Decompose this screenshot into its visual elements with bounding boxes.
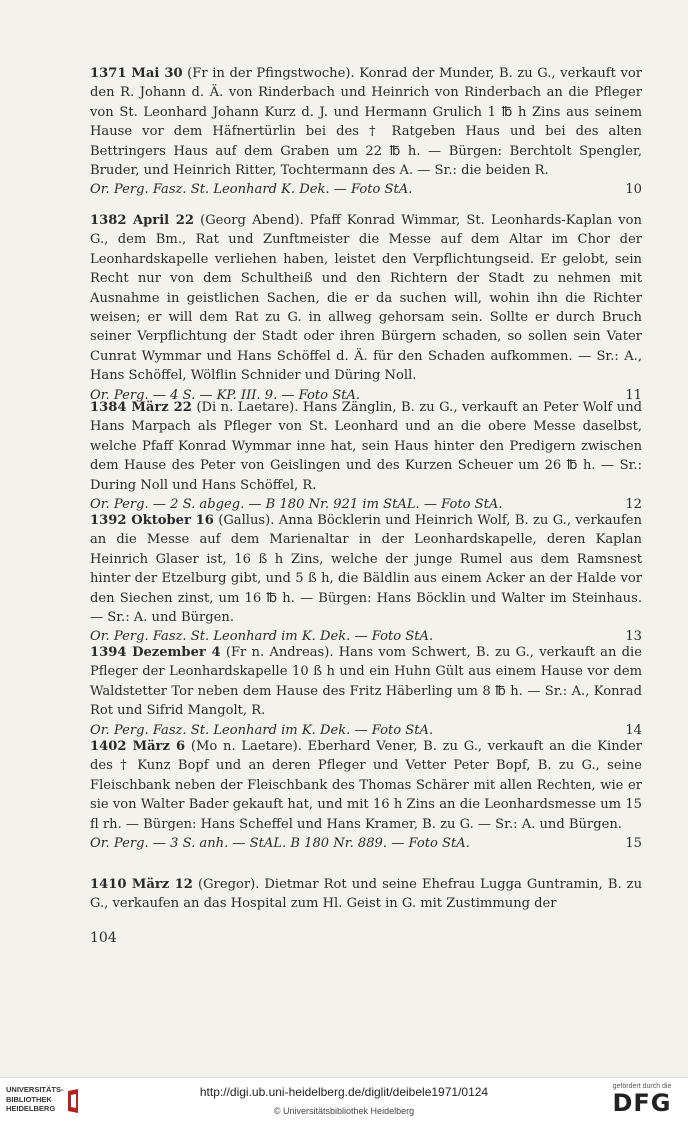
entry-11 [90, 211, 642, 405]
entry-date: 1394 Dezember 4 [90, 645, 221, 660]
entry-number: 15 [625, 836, 642, 852]
entry-number: 10 [625, 182, 642, 198]
entry-text: (Di n. Laetare). Hans Zänglin, B. zu G., verkauft an Peter Wolf und Hans Marpach als Pfleger von St. Leonhard und an die obere Messe daselbst, welche Pfaff Konrad Wymmar inne hat, sein Haus hinter den Predigern zwischen dem Hause des Peter von Geislingen und des Kurzen Scheuer um 26 ℔ h. — Sr.: During Noll und Hans Schöffel, R. [90, 400, 643, 493]
entry-number: 13 [625, 629, 642, 645]
source-url-link[interactable]: http://digi.ub.uni-heidelberg.de/diglit/deibele1971/0124 [199, 1085, 489, 1099]
page-number: 104 [90, 930, 117, 946]
copyright-text: © Universitätsbibliothek Heidelberg [273, 1106, 415, 1116]
entry-text: (Gregor). Dietmar Rot und seine Ehefrau Lugga Guntramin, B. zu G., verkaufen an das Hospital zum Hl. Geist in G. mit Zustimmung der [90, 877, 643, 912]
dfg-logo-text: DFG [612, 1089, 672, 1117]
dfg-caption: gefördert durch die [612, 1083, 672, 1090]
entry-10 [90, 64, 642, 200]
entry-text: (Mo n. Laetare). Eberhard Vener, B. zu G., verkauft an die Kinder des † Kunz Bopf und an deren Pfleger und Vetter Peter Bopf, B. zu G., seine Fleischbank neben der Fleischbank des Thomas Schärer mit allen Rechten, wie er sie von Walter Bader gekauft hat, und mit 16 h Zins an die Leonhardsmesse um 15 fl rh. — Bürgen: Hans Scheffel und Hans Kramer, B. zu G. — Sr.: A. und Bürgen. [90, 739, 643, 832]
entry-16 [90, 875, 642, 914]
entry-15 [90, 737, 642, 853]
entry-date: 1382 April 22 [90, 213, 194, 228]
library-logo-line: BIBLIOTHEK [6, 1094, 52, 1104]
dfg-logo[interactable] [604, 1083, 680, 1116]
entry-text: (Fr n. Andreas). Hans vom Schwert, B. zu G., verkauft an die Pfleger der Leonhardskapelle 10 ß h und ein Huhn Gült aus einem Hause vor dem Waldstetter Tor neben dem Hause des Fritz Häberling um 8 ℔ h. — Sr.: A., Konrad Rot und Sifrid Mangolt, R. [90, 645, 642, 719]
entry-text: (Georg Abend). Pfaff Konrad Wimmar, St. Leonhards-Kaplan von G., dem Bm., Rat und Zunftmeister die Messe auf dem Altar im Chor der Leonhardskapelle verliehen haben, leistet den Verpflichtungseid. Er gelobt, sein Recht nur von dem Schultheiß und den Richtern der Stadt zu nehmen mit Ausnahme in geistlichen Sachen, die er da suchen will, wohin ihn die Richter weisen; er will dem Rat zu G. in allweg gehorsam sein. Sollte er durch Bruch seiner Verpflichtung der Stadt oder ihren Bürgern schaden, so sollen sein Vater Cunrat Wymmar und Hans Schöffel d. Ä. für den Schaden aufkommen. — Sr.: A., Hans Schöffel, Wölflin Schnider und Düring Noll. [90, 213, 642, 384]
entry-text: (Gallus). Anna Böcklerin und Heinrich Wolf, B. zu G., verkaufen an die Messe auf dem Marienaltar in der Leonhardskapelle, deren Kaplan Heinrich Glaser ist, 16 ß h Zins, welche der junge Rumel aus dem Ramsnest hinter der Etzelburg gibt, und 5 ß h, die Bäldlin aus einem Acker an der Halde vor den Siechen zinst, um 16 ℔ h. — Bürgen: Hans Böcklin und Walter im Steinhaus. — Sr.: A. und Bürgen. [90, 513, 642, 626]
entry-13 [90, 511, 642, 647]
library-logo-line: HEIDELBERG [6, 1104, 56, 1113]
entry-date: 1402 März 6 [90, 739, 186, 754]
library-logo-line: UNIVERSITÄTS- [6, 1085, 64, 1094]
entry-source: Or. Perg. Fasz. St. Leonhard im K. Dek. — Foto StA. [90, 629, 434, 645]
entry-text: (Fr in der Pfingstwoche). Konrad der Munder, B. zu G., verkauft vor den R. Johann d. Ä. von Rinderbach und Heinrich von Rinderbach an die Pfleger von St. Leonhard Johann Kurz d. J. und Hermann Grulich 1 ℔ h Zins aus seinem Hause vor dem Häfnertürlin bei des † Ratgeben Haus und bei des alten Bettringers Haus auf dem Graben um 22 ℔ h. — Bürgen: Berchtolt Spengler, Bruder, und Heinrich Ritter, Tochtermann des A. — Sr.: die beiden R. [90, 66, 642, 179]
entry-source: Or. Perg. — 3 S. anh. — StAL. B 180 Nr. 889. — Foto StA. [90, 836, 470, 852]
entry-number: 14 [625, 722, 642, 738]
entry-date: 1384 März 22 [90, 400, 192, 415]
entry-12 [90, 398, 642, 514]
entry-date: 1371 Mai 30 [90, 66, 183, 81]
entry-number: 11 [625, 387, 642, 403]
entry-date: 1410 März 12 [90, 877, 193, 892]
entry-date: 1392 Oktober 16 [90, 513, 214, 528]
footer-bar [0, 1077, 688, 1126]
entry-source: Or. Perg. — 4 S. — KP. III. 9. — Foto StA. [90, 387, 361, 403]
entry-source: Or. Perg. Fasz. St. Leonhard K. Dek. — Foto StA. [90, 182, 413, 198]
entry-source: Or. Perg. Fasz. St. Leonhard im K. Dek. — Foto StA. [90, 722, 434, 738]
entry-14 [90, 643, 642, 740]
entry-source: Or. Perg. — 2 S. abgeg. — B 180 Nr. 921 im StAL. — Foto StA. [90, 497, 503, 513]
entry-number: 12 [625, 497, 642, 513]
